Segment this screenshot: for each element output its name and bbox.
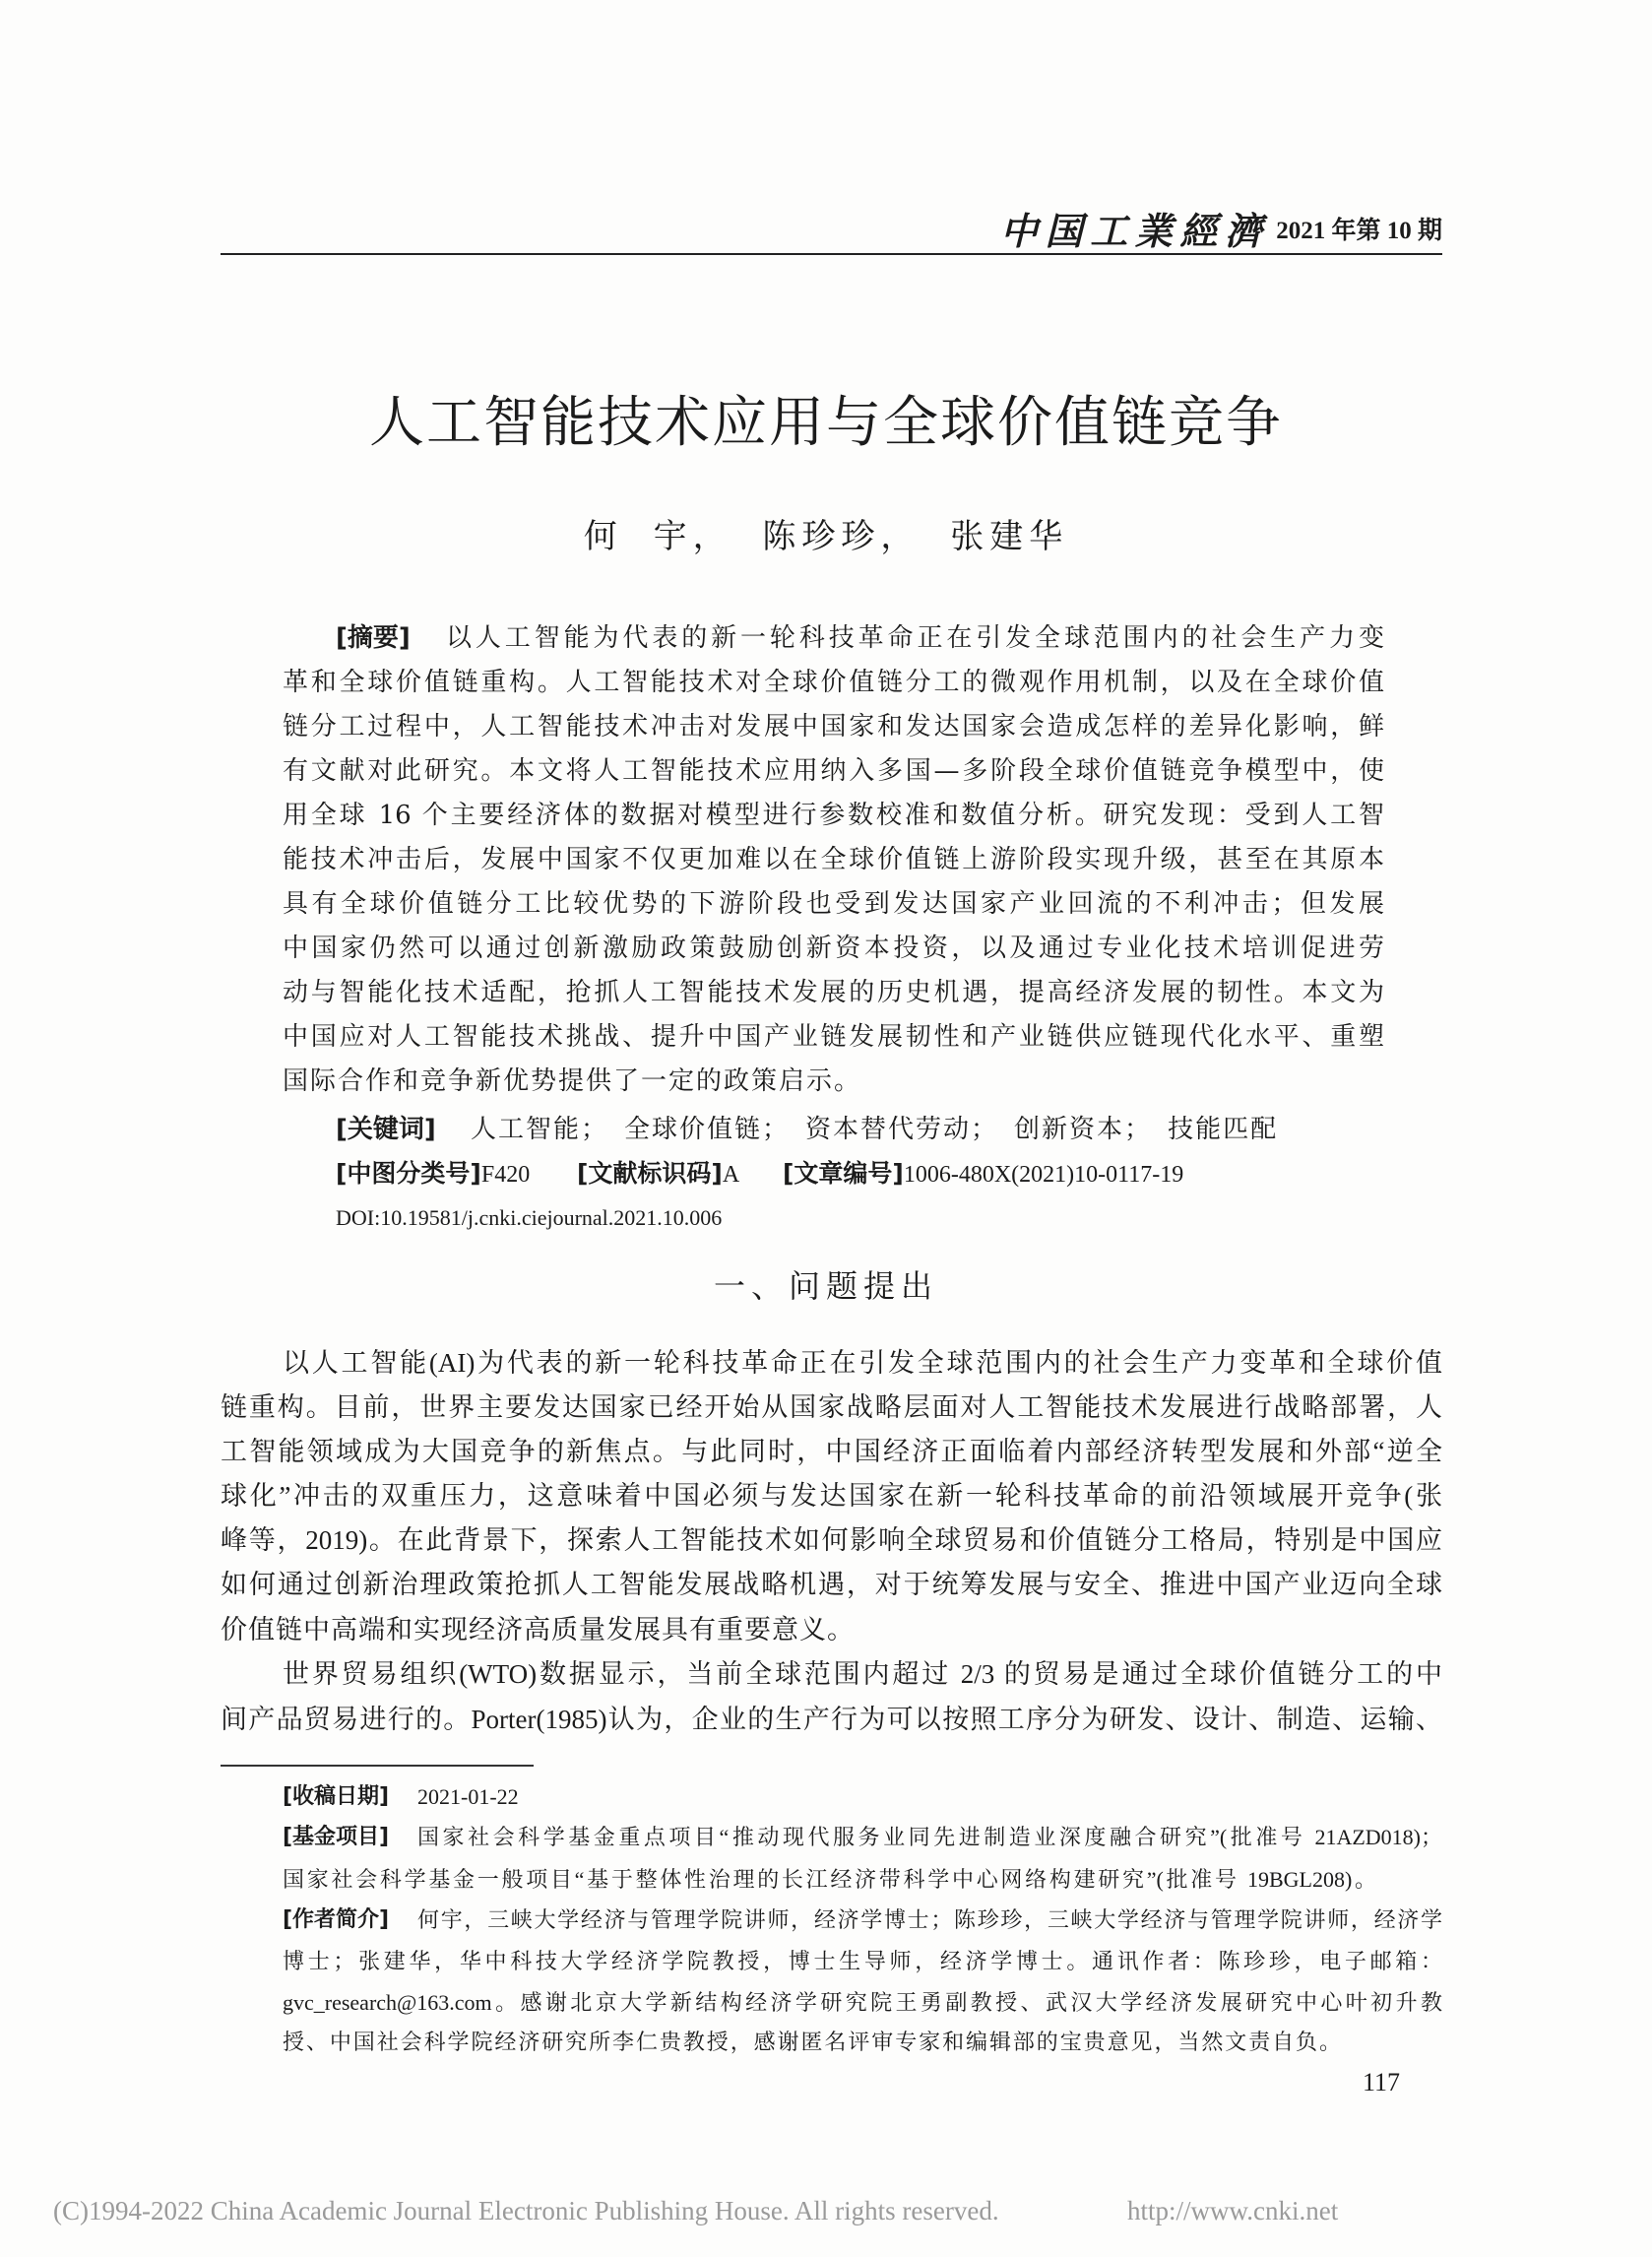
- body-line: 世界贸易组织(WTO)数据显示，当前全球范围内超过 2/3 的贸易是通过全球价值链分工的中: [283, 1659, 1442, 1689]
- body-line: 以人工智能(AI)为代表的新一轮科技革命正在引发全球范围内的社会生产力变革和全球价值: [283, 1348, 1442, 1378]
- body-line: 价值链中高端和实现经济高质量发展具有重要意义。: [221, 1615, 855, 1644]
- footnote-rule: [221, 1765, 534, 1767]
- abstract-line: 链分工过程中，人工智能技术冲击对发展中国家和发达国家会造成怎样的差异化影响，鲜: [283, 712, 1384, 742]
- keywords-list: [471, 1113, 1278, 1146]
- article-no-value: 1006-480X(2021)10-0117-19: [903, 1162, 1184, 1188]
- copyright-url: http://www.cnki.net: [1127, 2196, 1339, 2225]
- keywords-label: [关键词]: [336, 1115, 436, 1144]
- received-date: 2021-01-22: [417, 1784, 519, 1809]
- issue-label: 2021 年第 10 期: [1276, 218, 1442, 244]
- keyword: 人工智能；: [471, 1115, 609, 1144]
- author-info-line: 何宇，三峡大学经济与管理学院讲师，经济学博士；陈珍珍，三峡大学经济与管理学院讲师，经济学: [417, 1907, 1442, 1932]
- keyword: 资本替代劳动；: [805, 1115, 999, 1144]
- body-line: 工智能领域成为大国竞争的新焦点。与此同时，中国经济正面临着内部经济转型发展和外部“逆全: [221, 1437, 1442, 1466]
- author-info-line: 授、中国社会科学院经济研究所李仁贵教授，感谢匿名评审专家和编辑部的宝贵意见，当然文责自负。: [283, 2030, 1341, 2054]
- abstract-line: 用全球 16 个主要经济体的数据对模型进行参数校准和数值分析。研究发现：受到人工智: [283, 801, 1384, 830]
- keyword: 全球价值链；: [624, 1115, 791, 1144]
- fund-label: [基金项目]: [283, 1825, 390, 1849]
- body-line: 如何通过创新治理政策抢抓人工智能发展战略机遇，对于统筹发展与安全、推进中国产业迈向全球: [221, 1570, 1442, 1599]
- header-rule: [221, 253, 1442, 255]
- author-info-line: 博士；张建华，华中科技大学经济学院教授，博士生导师，经济学博士。通讯作者：陈珍珍，电子邮箱：: [283, 1949, 1442, 1973]
- clc-group: [336, 1157, 530, 1192]
- keyword: 创新资本；: [1014, 1115, 1153, 1144]
- fund-line: 国家社会科学基金一般项目“基于整体性治理的长江经济带科学中心网络构建研究”(批准号 19BGL208)。: [283, 1867, 1376, 1892]
- doc-code-group: [577, 1157, 739, 1192]
- body-line: 球化”冲击的双重压力，这意味着中国必须与发达国家在新一轮科技革命的前沿领域展开竞争(张: [221, 1481, 1442, 1511]
- abstract-line: 以人工智能为代表的新一轮科技革命正在引发全球范围内的社会生产力变: [446, 623, 1384, 653]
- journal-logo: 中国工業經濟: [1000, 209, 1263, 253]
- body-line: 间产品贸易进行的。Porter(1985)认为，企业的生产行为可以按照工序分为研发、设计、制造、运输、: [221, 1705, 1442, 1734]
- doc-code-value: A: [722, 1162, 740, 1188]
- abstract-line: 具有全球价值链分工比较优势的下游阶段也受到发达国家产业回流的不利冲击；但发展: [283, 889, 1384, 919]
- body-line: 链重构。目前，世界主要发达国家已经开始从国家战略层面对人工智能技术发展进行战略部署，人: [221, 1392, 1442, 1422]
- abstract-line: 中国应对人工智能技术挑战、提升中国产业链发展韧性和产业链供应链现代化水平、重塑: [283, 1022, 1384, 1052]
- author-info-line: gvc_research@163.com。感谢北京大学新结构经济学研究院王勇副教授、武汉大学经济发展研究中心叶初升教: [283, 1990, 1442, 2015]
- abstract-line: 有文献对此研究。本文将人工智能技术应用纳入多国—多阶段全球价值链竞争模型中，使: [283, 756, 1384, 786]
- fund-line: 国家社会科学基金重点项目“推动现代服务业同先进制造业深度融合研究”(批准号 21AZD018)；: [417, 1825, 1442, 1849]
- abstract-line: 中国家仍然可以通过创新激励政策鼓励创新资本投资，以及通过专业化技术培训促进劳: [283, 934, 1384, 963]
- doc-code-label: [文献标识码]: [577, 1159, 723, 1188]
- author-info-label: [作者简介]: [283, 1907, 390, 1932]
- abstract-label: [摘要]: [336, 623, 411, 653]
- page-number: 117: [1363, 2068, 1401, 2096]
- abstract-line: 国际合作和竞争新优势提供了一定的政策启示。: [283, 1066, 862, 1096]
- doi: DOI:10.19581/j.cnki.ciejournal.2021.10.006: [336, 1205, 723, 1230]
- body-line: 峰等，2019)。在此背景下，探索人工智能技术如何影响全球贸易和价值链分工格局，特别是中国应: [221, 1525, 1442, 1555]
- clc-value: F420: [480, 1162, 531, 1188]
- article-no-label: [文章编号]: [783, 1159, 904, 1188]
- article-no-group: [783, 1157, 1183, 1192]
- received-label: [收稿日期]: [283, 1784, 390, 1809]
- clc-label: [中图分类号]: [336, 1159, 481, 1188]
- article-title: 人工智能技术应用与全球价值链竞争: [369, 391, 1283, 455]
- section-heading: 一、问题提出: [713, 1267, 938, 1305]
- keyword: 技能匹配: [1168, 1115, 1279, 1144]
- abstract-line: 动与智能化技术适配，抢抓人工智能技术发展的历史机遇，提高经济发展的韧性。本文为: [283, 978, 1384, 1007]
- abstract-line: 革和全球价值链重构。人工智能技术对全球价值链分工的微观作用机制，以及在全球价值: [283, 668, 1384, 697]
- abstract-line: 能技术冲击后，发展中国家不仅更加难以在全球价值链上游阶段实现升级，甚至在其原本: [283, 845, 1384, 874]
- copyright-notice: (C)1994-2022 China Academic Journal Electronic Publishing House. All rights reserved.: [53, 2196, 999, 2225]
- article-authors: 何 宇， 陈珍珍， 张建华: [583, 517, 1069, 556]
